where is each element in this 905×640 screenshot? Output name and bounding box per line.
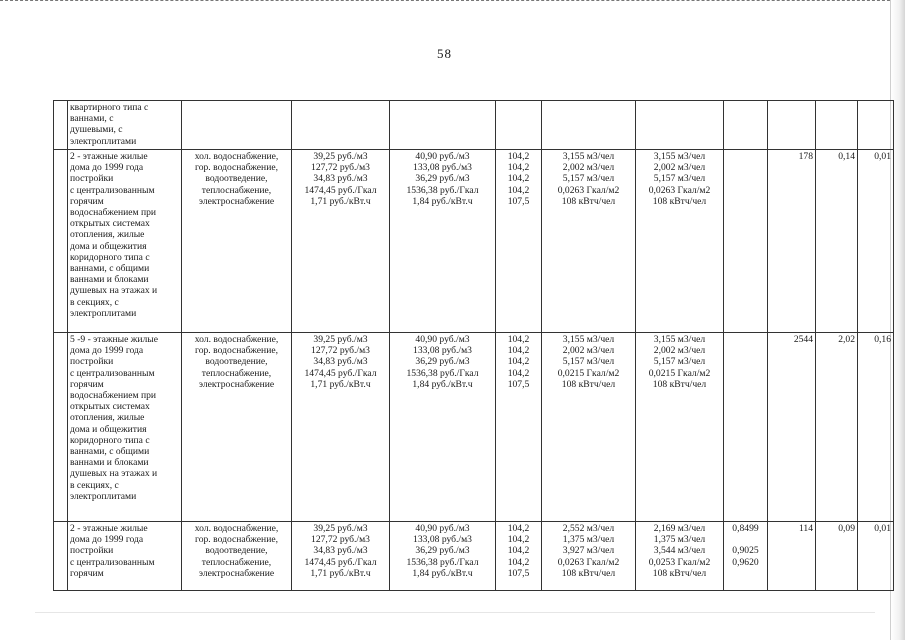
norm-cell <box>542 101 636 150</box>
cell-line: 5,157 м3/чел <box>562 173 615 185</box>
cell-line: электроснабжение <box>198 567 275 579</box>
norm-cell <box>636 333 724 522</box>
value-cell <box>858 150 894 333</box>
cell-line: 0,9620 <box>732 556 759 568</box>
tariff-2019-cell <box>390 150 496 333</box>
cell-line: 133,08 руб./м3 <box>413 534 472 546</box>
cell-line: дома до 1999 года <box>70 534 144 546</box>
cell-line: в секциях, с <box>70 479 119 491</box>
cell-line: 1,84 руб./кВт.ч <box>412 567 473 579</box>
cell-line: 0,0263 Гкал/м2 <box>557 556 620 568</box>
cell-line: душевых на этажах и <box>70 468 158 480</box>
cell-line: горячим <box>70 378 104 390</box>
cell-line: 34,83 руб./м3 <box>313 356 368 368</box>
cell-value: 0,16 <box>874 334 891 345</box>
cell-line: дома до 1999 года <box>70 162 144 174</box>
cell-line: 104,2 <box>507 151 530 162</box>
cell-line: водоотведение, <box>205 173 268 185</box>
cell-line: 2,169 м3/чел <box>653 523 706 534</box>
cell-line: электроснабжение <box>198 195 275 207</box>
tariff-2018-cell <box>292 522 390 591</box>
index-cell <box>496 150 542 333</box>
cell-line: 127,72 руб./м3 <box>311 345 370 357</box>
cell-line: ваннами, с <box>70 113 114 125</box>
cell-line: 1,71 руб./кВт.ч <box>310 378 371 390</box>
index-cell <box>496 101 542 150</box>
cell-line: душевых на этажах и <box>70 285 158 297</box>
scan-artifact-line <box>35 612 875 613</box>
cell-line: 1,84 руб./кВт.ч <box>412 195 473 207</box>
count-cell <box>768 333 816 522</box>
cell-line: 40,90 руб./м3 <box>415 334 470 345</box>
cell-line: 0,0215 Гкал/м2 <box>648 367 711 379</box>
cell-line: 0,0263 Гкал/м2 <box>557 184 620 196</box>
cell-line: 39,25 руб./м3 <box>313 523 368 534</box>
cell-line: 104,2 <box>507 184 530 196</box>
cell-line: ваннами, с общими <box>70 263 150 275</box>
cell-line: хол. водоснабжение, <box>194 523 279 534</box>
cell-line: открытых системах <box>70 401 150 413</box>
cell-line: 127,72 руб./м3 <box>311 162 370 174</box>
cell-line: 1,375 м3/чел <box>562 534 615 546</box>
cell-value: 0,01 <box>874 151 891 162</box>
services-cell <box>182 150 292 333</box>
tariff-2019-cell <box>390 333 496 522</box>
page-number: 58 <box>437 46 452 61</box>
cell-line: 108 кВтч/чел <box>561 195 616 207</box>
cell-line: дома до 1999 года <box>70 345 144 357</box>
scan-edge-top <box>0 0 905 9</box>
cell-line: горячим <box>70 195 104 207</box>
cell-line: 36,29 руб./м3 <box>415 545 470 557</box>
building-type-cell <box>68 150 182 333</box>
cell-line: 2,002 м3/чел <box>653 345 706 357</box>
building-type-cell <box>68 101 182 150</box>
cell-line: теплоснабжение, <box>201 184 272 196</box>
cell-line: водоснабжением при <box>70 207 157 219</box>
cell-line: 1,375 м3/чел <box>653 534 706 546</box>
cell-line: 1,84 руб./кВт.ч <box>412 378 473 390</box>
cell-line: 1474,45 руб./Гкал <box>304 184 377 196</box>
table-body <box>54 101 894 591</box>
blank-cell <box>54 101 68 150</box>
table-row <box>54 522 894 591</box>
cell-line: водоотведение, <box>205 356 268 368</box>
cell-line: 2 - этажные жилые <box>70 151 148 162</box>
table-row <box>54 333 894 522</box>
cell-line: 108 кВтч/чел <box>561 378 616 390</box>
cell-line: 3,155 м3/чел <box>562 334 615 345</box>
cell-value: 2544 <box>793 334 813 345</box>
cell-line: 1,71 руб./кВт.ч <box>310 195 371 207</box>
value-cell <box>816 150 858 333</box>
cell-line: горячим <box>70 567 104 579</box>
cell-line: 36,29 руб./м3 <box>415 356 470 368</box>
cell-value: 114 <box>798 523 813 534</box>
cell-line <box>726 534 765 545</box>
cell-line: 0,0253 Гкал/м2 <box>648 556 711 568</box>
cell-line: 104,2 <box>507 367 530 379</box>
count-cell <box>768 522 816 591</box>
cell-value: 2,02 <box>838 334 855 345</box>
cell-line: 3,155 м3/чел <box>562 151 615 162</box>
norm-cell <box>542 522 636 591</box>
cell-line: 5,157 м3/чел <box>562 356 615 368</box>
cell-line: 107,5 <box>507 195 530 207</box>
cell-line: хол. водоснабжение, <box>194 334 279 345</box>
cell-line: постройки <box>70 173 114 185</box>
cell-line: 34,83 руб./м3 <box>313 173 368 185</box>
value-cell <box>816 333 858 522</box>
cell-line: 5,157 м3/чел <box>653 173 706 185</box>
cell-line: коридорного типа с <box>70 434 150 446</box>
tariff-2019-cell <box>390 101 496 150</box>
cell-line: гор. водоснабжение, <box>195 162 278 174</box>
cell-line: гор. водоснабжение, <box>195 534 278 546</box>
cell-line: 3,544 м3/чел <box>653 545 706 557</box>
cell-line: 107,5 <box>507 378 530 390</box>
cell-line: водоотведение, <box>205 545 268 557</box>
cell-line: 133,08 руб./м3 <box>413 162 472 174</box>
blank-cell <box>54 150 68 333</box>
cell-line: постройки <box>70 545 114 557</box>
coef-cell <box>724 150 768 333</box>
cell-line: 108 кВтч/чел <box>652 378 707 390</box>
coef-cell <box>724 333 768 522</box>
cell-line: электроплитами <box>70 135 137 147</box>
services-cell <box>182 101 292 150</box>
cell-line: 0,8499 <box>732 523 759 534</box>
cell-line: 2,002 м3/чел <box>653 162 706 174</box>
cell-line: 1536,38 руб./Гкал <box>406 367 479 379</box>
cell-line: дома и общежития <box>70 423 147 435</box>
cell-line: душевыми, с <box>70 124 123 136</box>
cell-line: 127,72 руб./м3 <box>311 534 370 546</box>
value-cell <box>816 101 858 150</box>
cell-line: гор. водоснабжение, <box>195 345 278 357</box>
cell-line: 107,5 <box>507 567 530 579</box>
cell-line: постройки <box>70 356 114 368</box>
tariff-2018-cell <box>292 101 390 150</box>
cell-line: 36,29 руб./м3 <box>415 173 470 185</box>
norm-cell <box>636 101 724 150</box>
tariff-2018-cell <box>292 150 390 333</box>
cell-line: с централизованным <box>70 367 155 379</box>
value-cell <box>858 333 894 522</box>
cell-line: 5,157 м3/чел <box>653 356 706 368</box>
cell-line: 104,2 <box>507 162 530 174</box>
cell-line: открытых системах <box>70 218 150 230</box>
table-row <box>54 150 894 333</box>
cell-line: 1,71 руб./кВт.ч <box>310 567 371 579</box>
cell-line: отопления, жилые <box>70 412 145 424</box>
norm-cell <box>542 333 636 522</box>
count-cell <box>768 150 816 333</box>
norm-cell <box>542 150 636 333</box>
cell-value: 178 <box>798 151 813 162</box>
cell-line: с централизованным <box>70 184 155 196</box>
cell-line: 39,25 руб./м3 <box>313 334 368 345</box>
cell-line: теплоснабжение, <box>201 556 272 568</box>
services-cell <box>182 522 292 591</box>
cell-line: 3,155 м3/чел <box>653 334 706 345</box>
cell-line: хол. водоснабжение, <box>194 151 279 162</box>
table-row-partial <box>54 101 894 150</box>
cell-line: 0,0263 Гкал/м2 <box>648 184 711 196</box>
building-type-cell <box>68 522 182 591</box>
cell-line: электроплитами <box>70 307 137 319</box>
value-cell <box>858 101 894 150</box>
cell-line: электроснабжение <box>198 378 275 390</box>
cell-line: 3,155 м3/чел <box>653 151 706 162</box>
cell-line: 2,552 м3/чел <box>562 523 615 534</box>
blank-cell <box>54 522 68 591</box>
cell-line: 104,2 <box>507 556 530 568</box>
cell-line: 2,002 м3/чел <box>562 345 615 357</box>
cell-line: коридорного типа с <box>70 251 150 263</box>
count-cell <box>768 101 816 150</box>
cell-line: отопления, жилые <box>70 229 145 241</box>
cell-line: 104,2 <box>507 523 530 534</box>
cell-value: 0,09 <box>838 523 855 534</box>
cell-line: 5 -9 - этажные жилые <box>70 334 158 345</box>
cell-line: 104,2 <box>507 173 530 185</box>
cell-line: 39,25 руб./м3 <box>313 151 368 162</box>
cell-line: 1536,38 руб./Гкал <box>406 184 479 196</box>
building-type-cell <box>68 333 182 522</box>
tariff-2019-cell <box>390 522 496 591</box>
cell-line: дома и общежития <box>70 240 147 252</box>
cell-line: 3,927 м3/чел <box>562 545 615 557</box>
cell-line: 0,0215 Гкал/м2 <box>557 367 620 379</box>
cell-value: 0,01 <box>874 523 891 534</box>
cell-line: 34,83 руб./м3 <box>313 545 368 557</box>
norm-cell <box>636 150 724 333</box>
cell-line: водоснабжением при <box>70 390 157 402</box>
services-cell <box>182 333 292 522</box>
cell-line: 40,90 руб./м3 <box>415 523 470 534</box>
cell-line: 104,2 <box>507 545 530 557</box>
cell-line: электроплитами <box>70 490 137 502</box>
index-cell <box>496 333 542 522</box>
cell-line: 108 кВтч/чел <box>561 567 616 579</box>
cell-line: квартирного типа с <box>70 102 149 113</box>
value-cell <box>858 522 894 591</box>
cell-line: 1474,45 руб./Гкал <box>304 367 377 379</box>
cell-line: в секциях, с <box>70 296 119 308</box>
cell-value: 0,14 <box>838 151 855 162</box>
cell-line: 108 кВтч/чел <box>652 195 707 207</box>
tariff-table <box>53 100 894 591</box>
coef-cell <box>724 522 768 591</box>
cell-line: 2 - этажные жилые <box>70 523 148 534</box>
cell-line: 0,9025 <box>732 545 759 557</box>
cell-line: ваннами и блоками <box>70 457 149 469</box>
cell-line: теплоснабжение, <box>201 367 272 379</box>
cell-line: ваннами, с общими <box>70 446 150 458</box>
cell-line: с централизованным <box>70 556 155 568</box>
cell-line: 104,2 <box>507 534 530 546</box>
cell-line: 2,002 м3/чел <box>562 162 615 174</box>
cell-line: 40,90 руб./м3 <box>415 151 470 162</box>
cell-line: 104,2 <box>507 334 530 345</box>
cell-line: 104,2 <box>507 356 530 368</box>
blank-cell <box>54 333 68 522</box>
coef-cell <box>724 101 768 150</box>
cell-line: 1536,38 руб./Гкал <box>406 556 479 568</box>
norm-cell <box>636 522 724 591</box>
value-cell <box>816 522 858 591</box>
cell-line: 133,08 руб./м3 <box>413 345 472 357</box>
cell-line: ваннами и блоками <box>70 274 149 286</box>
cell-line: 1474,45 руб./Гкал <box>304 556 377 568</box>
cell-line: 108 кВтч/чел <box>652 567 707 579</box>
tariff-2018-cell <box>292 333 390 522</box>
index-cell <box>496 522 542 591</box>
cell-line: 104,2 <box>507 345 530 357</box>
